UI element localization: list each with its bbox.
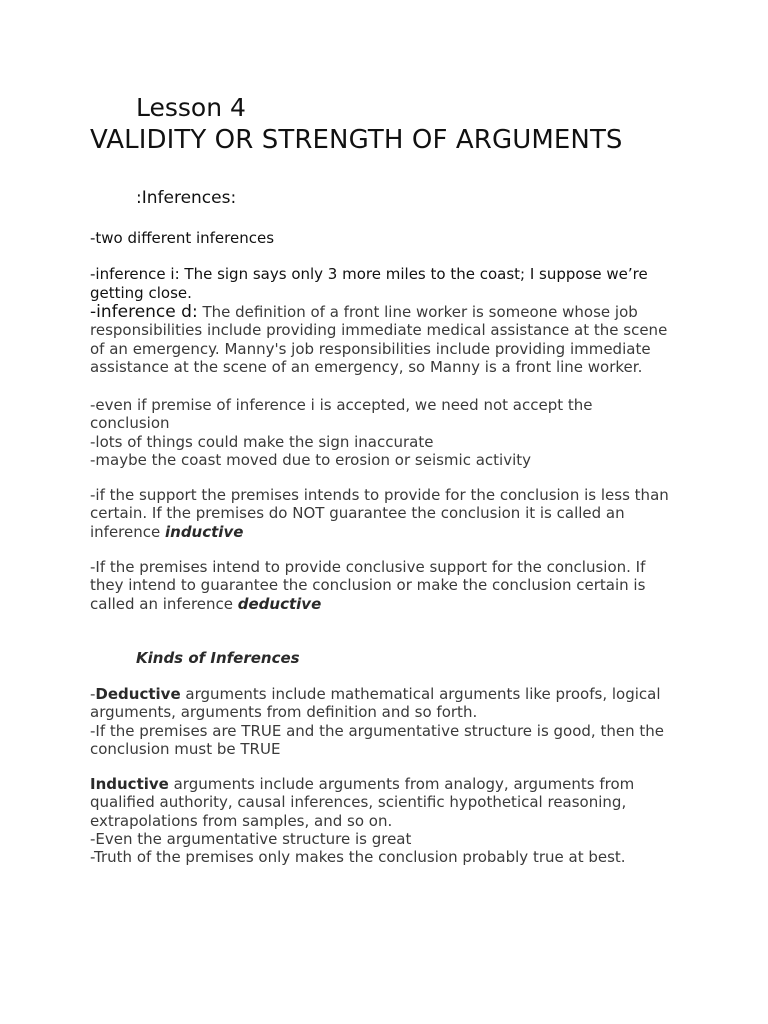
term-deductive-bold: Deductive (95, 685, 181, 703)
term-deductive: deductive (237, 594, 322, 613)
paragraph-line: -if the support the premises intends to provide for the conclusion is less than (90, 486, 669, 504)
paragraph-line: certain. If the premises do NOT guarantee the conclusion it is called an (90, 504, 625, 523)
paragraph-line: they intend to guarantee the conclusion or make the conclusion certain is (90, 576, 646, 595)
paragraph-inference-i (90, 265, 648, 302)
paragraph-line: assistance at the scene of an emergency, so Manny is a front line worker. (90, 357, 643, 376)
paragraph-line: conclusion (90, 414, 170, 433)
paragraph-line: qualified authority, causal inferences, scientific hypothetical reasoning, (90, 793, 627, 812)
paragraph-line: -inference i: The sign says only 3 more miles to the coast; I suppose we’re (90, 265, 648, 283)
paragraph-text: inference (90, 522, 165, 541)
paragraph-deductive-definition (90, 558, 645, 613)
paragraph-line: -Even the argumentative structure is great (90, 829, 412, 848)
paragraph-text: arguments include mathematical arguments like proofs, logical (180, 685, 661, 703)
paragraph-text: called an inference (90, 594, 238, 613)
paragraph-text: arguments include arguments from analogy, arguments from (168, 775, 635, 793)
page-title: VALIDITY OR STRENGTH OF ARGUMENTS (90, 125, 623, 155)
section-subheading: :Inferences: (136, 188, 237, 208)
paragraph-line: responsibilities include providing immediate medical assistance at the scene (90, 321, 668, 340)
paragraph-line: getting close. (90, 283, 192, 302)
paragraph-line: arguments, arguments from definition and so forth. (90, 703, 478, 722)
paragraph-inductive-arguments (90, 775, 634, 866)
paragraph-line: -If the premises intend to provide conclusive support for the conclusion. If (90, 558, 646, 576)
paragraph-two-inferences (90, 229, 274, 248)
paragraph-line: of an emergency. Manny's job responsibilities include providing immediate (90, 339, 651, 358)
kinds-heading: Kinds of Inferences (136, 649, 300, 667)
paragraph-line: -even if premise of inference i is accepted, we need not accept the (90, 396, 593, 414)
paragraph-line: -Truth of the premises only makes the conclusion probably true at best. (90, 848, 626, 867)
paragraph-text: - (90, 685, 96, 703)
paragraph-line: extrapolations from samples, and so on. (90, 811, 393, 830)
paragraph-premise-notes (90, 396, 593, 469)
paragraph-inductive-definition (90, 486, 669, 541)
term-inductive-bold: Inductive (90, 775, 169, 793)
paragraph-text: The definition of a front line worker is someone whose job (197, 303, 638, 321)
inference-d-label: -inference d (90, 302, 192, 322)
inference-d-colon: : (191, 302, 198, 322)
paragraph-line: -lots of things could make the sign inaccurate (90, 432, 434, 451)
paragraph-inference-d (90, 303, 667, 376)
paragraph-line: conclusion must be TRUE (90, 739, 281, 758)
term-inductive: inductive (165, 522, 244, 541)
paragraph-line: -If the premises are TRUE and the argumentative structure is good, then the (90, 721, 664, 740)
paragraph-text: -two different inferences (90, 229, 275, 247)
lesson-label: Lesson 4 (136, 93, 246, 122)
paragraph-deductive-arguments (90, 685, 664, 758)
paragraph-line: -maybe the coast moved due to erosion or seismic activity (90, 450, 532, 469)
